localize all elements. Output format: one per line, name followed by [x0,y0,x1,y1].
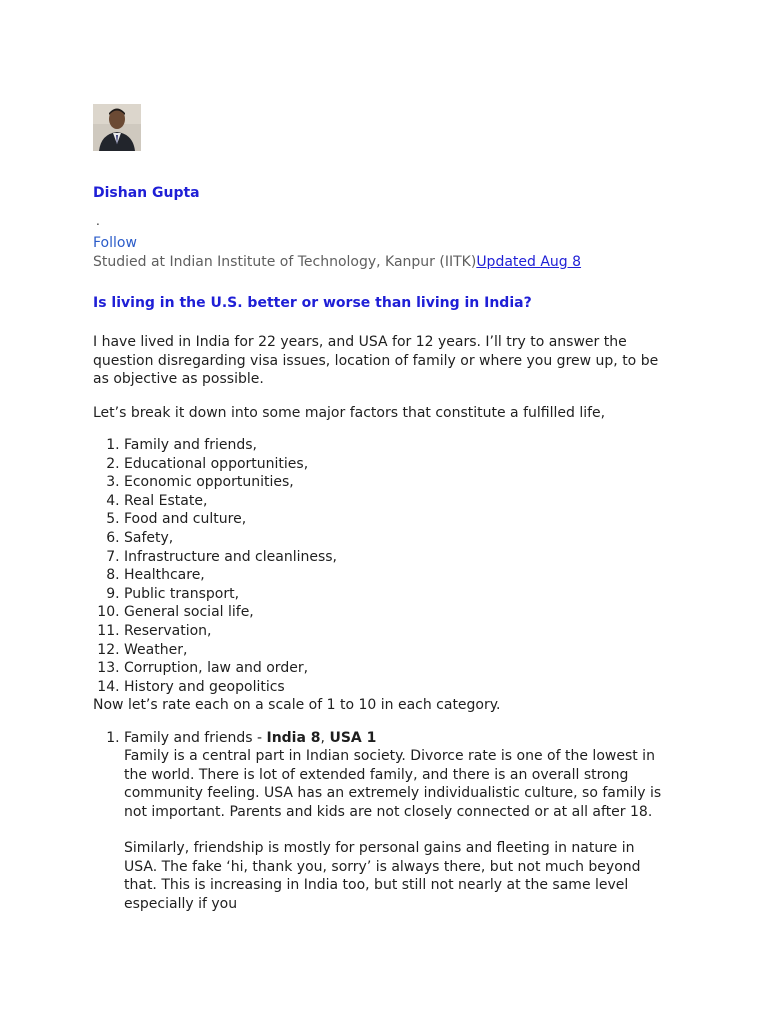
list-item: 8. Healthcare, [124,566,668,585]
intro-paragraph: I have lived in India for 22 years, and USA for 12 years. I’ll try to answer the question disregarding visa issues, location of family or where you grew up, to be as objective as possible. [93,334,659,387]
list-item: 2. Educational opportunities, [124,455,668,474]
author-avatar[interactable] [93,104,141,151]
list-item: 9. Public transport, [124,585,668,604]
question-title[interactable]: Is living in the U.S. better or worse than living in India? [93,295,532,311]
list-item: 4. Real Estate, [124,492,668,511]
list-item: 5. Food and culture, [124,510,668,529]
rate-intro-paragraph: Now let’s rate each on a scale of 1 to 10 in each category. [93,697,501,714]
updated-link[interactable]: Updated Aug 8 [476,254,582,270]
author-credential [93,253,668,272]
score-separator: , [320,729,330,746]
rating-paragraph: Family is a central part in Indian society. Divorce rate is one of the lowest in the world. There is lot of extended family, and there is an overall strong community feeling. USA has an extremely individualistic culture, so family is not important. Parents and kids are not closely connected or at all after 18. [124,748,662,820]
list-item: 13. Corruption, law and order, [124,659,668,678]
list-item: 7. Infrastructure and cleanliness, [124,548,668,567]
ratings-list [93,729,668,914]
india-score: India 8 [266,729,321,746]
answer-page [93,104,668,913]
author-name[interactable]: Dishan Gupta [93,185,200,201]
separator-dot: . [96,214,100,228]
rating-paragraph: Similarly, friendship is mostly for personal gains and fleeting in nature in USA. The fake ‘hi, thank you, sorry’ is always there, but not much beyond that. This is increasing in India too, but still not nearly at the same level especially if you [124,840,641,912]
follow-button[interactable]: Follow [93,235,137,251]
list-item: 6. Safety, [124,529,668,548]
credential-text: Studied at Indian Institute of Technology, Kanpur (IITK) [93,254,477,270]
rating-label: Family and friends - [124,729,267,746]
usa-score: USA 1 [329,729,377,746]
factors-list [93,436,668,696]
list-item: 14. History and geopolitics [124,678,668,697]
list-item: 1. Family and friends, [124,436,668,455]
list-item: 10. General social life, [124,603,668,622]
list-item: 12. Weather, [124,641,668,660]
rating-heading [124,729,668,748]
list-item: 11. Reservation, [124,622,668,641]
rating-item [124,729,668,914]
breakdown-paragraph: Let’s break it down into some major factors that constitute a fulfilled life, [93,404,606,421]
list-item: 3. Economic opportunities, [124,473,668,492]
